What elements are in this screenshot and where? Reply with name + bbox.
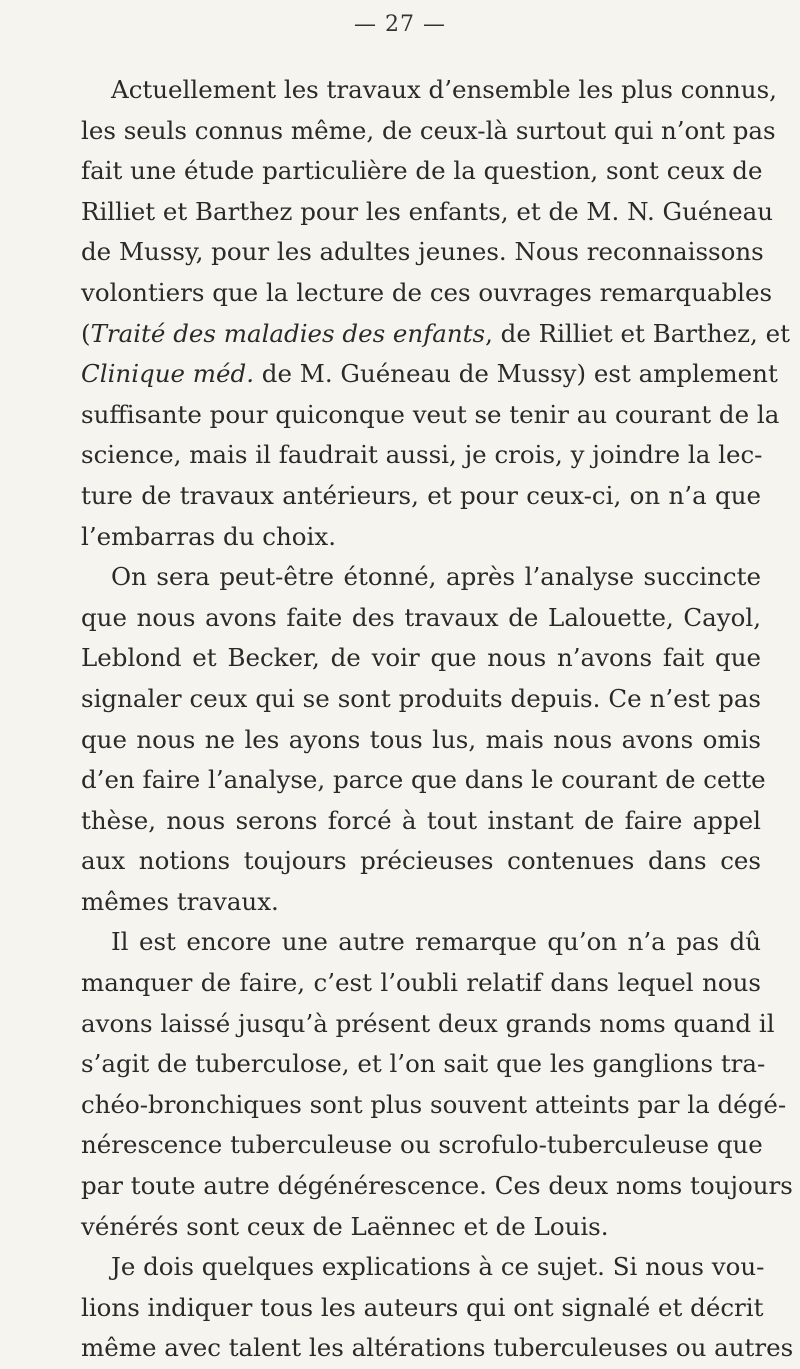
text-line: nérescence tuberculeuse ou scrofulo-tuberculeuse que: [81, 1130, 763, 1160]
text-line: s’agit de tuberculose, et l’on sait que les ganglions tra-: [81, 1049, 766, 1079]
text-line: fait une étude particulière de la question, sont ceux de: [81, 156, 763, 186]
book-title: Traité des maladies des enfants: [90, 318, 486, 348]
text-line: volontiers que la lecture de ces ouvrages remarquables: [81, 277, 773, 307]
text-line: les seuls connus même, de ceux-là surtout qui n’ont pas: [81, 115, 776, 145]
text-line: Rilliet et Barthez pour les enfants, et de M. N. Guéneau: [81, 196, 774, 226]
text-line: Leblond et Becker, de voir que nous n’avons fait que: [81, 643, 761, 673]
paragraph-1: [51, 70, 790, 557]
text-line: avons laissé jusqu’à présent deux grands noms quand il: [81, 1008, 775, 1038]
text-line: On sera peut-être étonné, après l’analyse succincte: [111, 562, 761, 592]
text-line: par toute autre dégénérescence. Ces deux noms toujours: [81, 1171, 793, 1201]
text-line: lions indiquer tous les auteurs qui ont signalé et décrit: [81, 1292, 764, 1322]
text-line: même avec talent les altérations tuberculeuses ou autres: [81, 1333, 794, 1363]
text-line: Clinique méd. de M. Guéneau de Mussy) est amplement: [81, 359, 778, 389]
text-line: suffisante pour quiconque veut se tenir au courant de la: [81, 399, 780, 429]
text-line: Je dois quelques explications à ce sujet. Si nous vou-: [111, 1252, 765, 1282]
page-number: — 27 —: [354, 12, 446, 37]
text-line: ture de travaux antérieurs, et pour ceux-ci, on n’a que: [81, 480, 761, 510]
paragraph-2: [51, 557, 766, 922]
text-line: aux notions toujours précieuses contenues dans ces: [81, 846, 761, 876]
text-line: de Mussy, pour les adultes jeunes. Nous reconnaissons: [81, 237, 764, 267]
text-line: manquer de faire, c’est l’oubli relatif dans lequel nous: [81, 968, 761, 998]
text-line: d’en faire l’analyse, parce que dans le courant de cette: [81, 765, 766, 795]
paragraph-3: [51, 922, 793, 1247]
text-line: thèse, nous serons forcé à tout instant de faire appel: [81, 805, 761, 835]
text-line: l’embarras du choix.: [81, 521, 336, 551]
book-title: Clinique méd.: [81, 359, 254, 389]
text-line: Actuellement les travaux d’ensemble les plus connus,: [111, 75, 777, 104]
paragraph-4: [51, 1247, 794, 1369]
text-line: mêmes travaux.: [81, 886, 279, 916]
text-line: que nous ne les ayons tous lus, mais nous avons omis: [81, 724, 761, 754]
text-line: science, mais il faudrait aussi, je crois, y joindre la lec-: [81, 440, 763, 470]
text-line: chéo-bronchiques sont plus souvent atteints par la dégé-: [81, 1089, 787, 1119]
text-line: (Traité des maladies des enfants, de Rilliet et Barthez, et: [81, 318, 790, 348]
text-line: signaler ceux qui se sont produits depuis. Ce n’est pas: [81, 683, 761, 713]
body-text: [51, 70, 794, 1369]
text-line: que nous avons faite des travaux de Lalouette, Cayol,: [81, 602, 761, 632]
text-line: vénérés sont ceux de Laënnec et de Louis.: [81, 1211, 609, 1241]
text-line: Il est encore une autre remarque qu’on n’a pas dû: [111, 927, 761, 957]
